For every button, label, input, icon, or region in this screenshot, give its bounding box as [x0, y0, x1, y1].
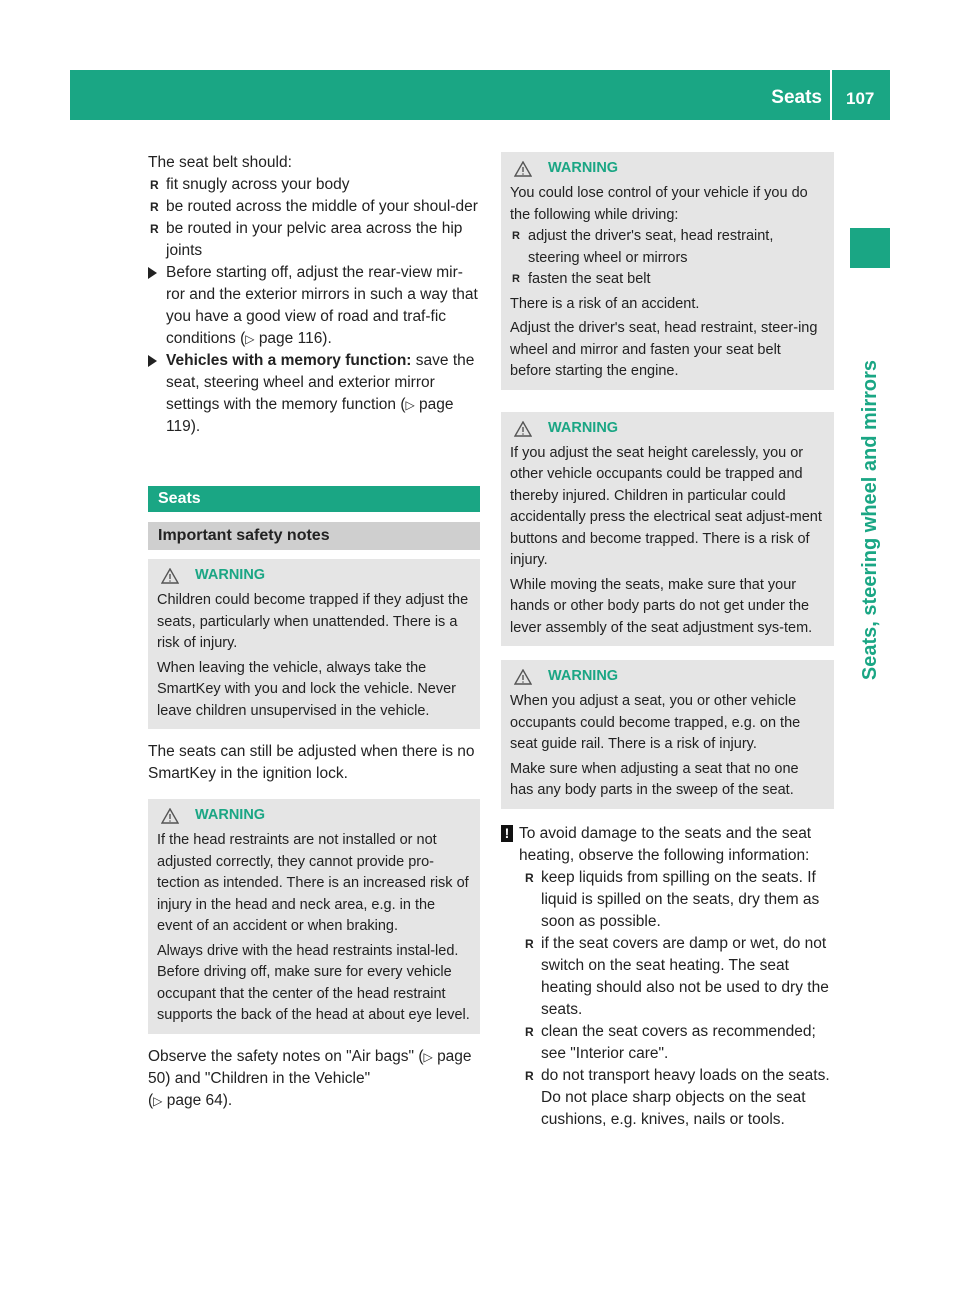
note-text: To avoid damage to the seats and the seat heating, observe the following information: [519, 824, 812, 864]
text: ( [148, 1091, 154, 1109]
exclamation-icon: ! [501, 825, 513, 842]
warning-triangle-icon [514, 669, 532, 685]
warning-box [501, 412, 834, 647]
subsection-title: Important safety notes [148, 522, 480, 550]
list-item: R be routed in your pelvic area across the hip joints [148, 218, 480, 262]
warning-box [501, 152, 834, 390]
page-ref-link[interactable]: page 50) and "Children in the Vehicle" [148, 1047, 472, 1087]
warning-label: WARNING [195, 807, 266, 824]
section-title: Seats [148, 486, 480, 512]
warning-header [157, 565, 471, 587]
page-ref-link[interactable]: page 116). [258, 330, 332, 347]
text: Observe the safety notes on "Air bags" ( [148, 1047, 424, 1065]
warning-label: WARNING [195, 567, 266, 584]
page-ref-link[interactable]: page 64). [166, 1091, 233, 1109]
header-title: Seats [771, 87, 822, 108]
right-column [501, 152, 834, 1131]
warning-triangle-icon [514, 421, 532, 437]
page-ref-arrow-icon: ▷ [153, 1093, 163, 1108]
warning-text: When leaving the vehicle, always take the SmartKey with you and lock the vehicle. Never leave children unsupervised in the vehicle. [157, 659, 456, 719]
step-memory-function [148, 350, 480, 438]
list-item: R adjust the driver's seat, head restraint, steering wheel or mirrors [510, 226, 825, 269]
step-text: Before starting off, adjust the rear-view mir-ror and the exterior mirrors in such a way that you have a good view of road and traf-fic conditions ( [166, 264, 478, 347]
belt-list [148, 174, 480, 262]
note-list [523, 867, 834, 1131]
warning-label: WARNING [548, 419, 619, 436]
list-item: R clean the seat covers as recommended; see "Interior care". [523, 1021, 834, 1065]
list-item: R fit snugly across your body [148, 174, 480, 196]
warning-box [501, 660, 834, 809]
list-item: R if the seat covers are damp or wet, do not switch on the seat heating. The seat heating should also not be used to dry the seats. [523, 933, 834, 1021]
chapter-label: Seats, steering wheel and mirrors [859, 359, 881, 681]
warning-header [510, 666, 825, 688]
belt-intro: The seat belt should: [148, 154, 292, 171]
warning-label: WARNING [548, 668, 619, 685]
warning-text: Make sure when adjusting a seat that no one has any body parts in the sweep of the seat. [510, 760, 799, 798]
step-arrow-icon [148, 355, 157, 367]
warning-text: Children could become trapped if they adjust the seats, particularly when unattended. There is a risk of injury. [157, 592, 469, 651]
warning-box [148, 559, 480, 729]
page-ref-link[interactable]: page 119). [166, 396, 454, 435]
header-bar [70, 70, 890, 120]
warning-text: If you adjust the seat height carelessly, you or other vehicle occupants could be trapped and thereby injured. Children in particular could accidentally press the electrical seat adjust-ment buttons and become trapped. There is a risk of injury. [510, 444, 822, 568]
list-item: R be routed across the middle of your shoul-der [148, 196, 480, 218]
warning-text: When you adjust a seat, you or other vehicle occupants could become trapped, e.g. on the seat guide rail. There is a risk of injury. [510, 693, 801, 752]
page-ref-arrow-icon: ▷ [423, 1049, 433, 1064]
left-column [148, 152, 480, 1112]
chapter-tab [850, 228, 890, 268]
warning-triangle-icon [161, 568, 179, 584]
warning-triangle-icon [514, 161, 532, 177]
warning-header [510, 418, 825, 440]
list-item: R fasten the seat belt [510, 269, 825, 291]
page-ref-arrow-icon: ▷ [245, 332, 255, 346]
list-item: R do not transport heavy loads on the seats. Do not place sharp objects on the seat cushions, e.g. knives, nails or tools. [523, 1065, 834, 1131]
paragraph-observe [148, 1046, 480, 1112]
paragraph: The seats can still be adjusted when there is no SmartKey in the ignition lock. [148, 743, 475, 782]
warning-text: If the head restraints are not installed or not adjusted correctly, they cannot provide pro-tection as intended. There is an increased risk of injury in the head and neck area, e.g. in the event of an accident or when braking. [157, 832, 469, 934]
warning-text: While moving the seats, make sure that your hands or other body parts do not get under the lever assembly of the seat adjustment sys-tem. [510, 576, 813, 636]
damage-note [501, 823, 834, 1131]
warning-list [510, 226, 825, 291]
warning-box [148, 799, 480, 1034]
warning-text: Always drive with the head restraints instal-led. Before driving off, make sure for every vehicle occupant that the center of the head restraint supports the back of the head at about eye level. [157, 942, 470, 1023]
step-text: save the seat, steering wheel and exterior mirror settings with the memory function ( [166, 352, 475, 413]
warning-header [157, 805, 471, 827]
step-adjust-mirrors [148, 262, 480, 350]
warning-text: There is a risk of an accident. [510, 295, 700, 312]
warning-text: Adjust the driver's seat, head restraint, steer-ing wheel and mirror and fasten your seat belt before starting the engine. [510, 320, 818, 379]
list-item: R keep liquids from spilling on the seats. If liquid is spilled on the seats, dry them as soon as possible. [523, 867, 834, 933]
step-bold: Vehicles with a memory function: [166, 352, 412, 369]
page-number: 107 [846, 89, 875, 108]
warning-header [510, 158, 825, 180]
header-separator [830, 70, 832, 120]
step-arrow-icon [148, 267, 157, 279]
warning-text: You could lose control of your vehicle if you do the following while driving: [510, 185, 808, 223]
warning-label: WARNING [548, 160, 619, 177]
warning-triangle-icon [161, 808, 179, 824]
page-ref-arrow-icon: ▷ [405, 398, 415, 412]
